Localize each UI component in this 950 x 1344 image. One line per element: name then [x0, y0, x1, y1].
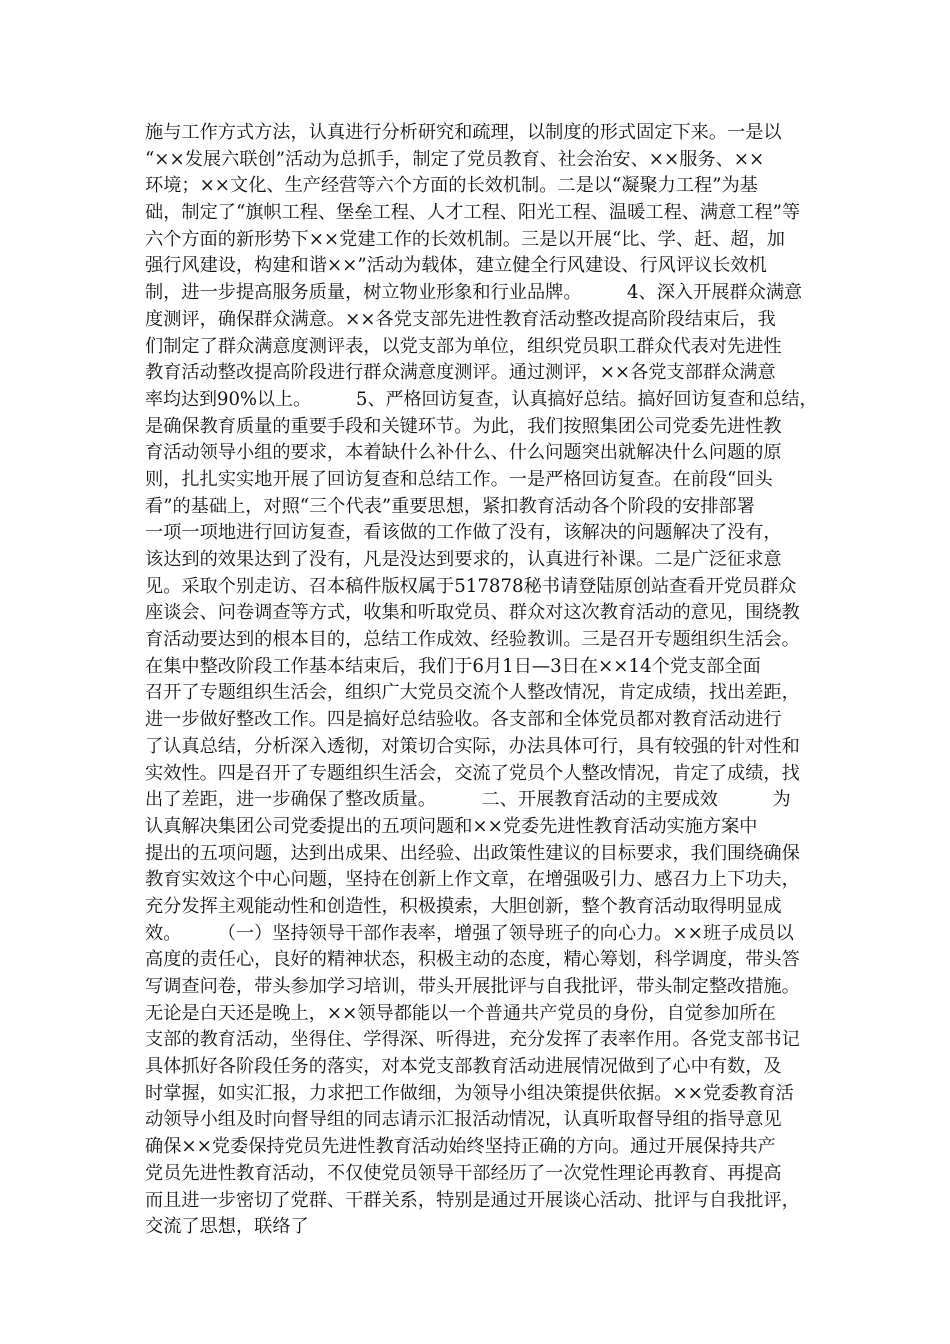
text-line: 教育实效这个中心问题，坚持在创新上作文章，在增强吸引力、感召力上下功夫， [145, 869, 800, 891]
text-line: 环境；××文化、生产经营等六个方面的长效机制。二是以“凝聚力工程”为基 [145, 175, 758, 197]
text-line: 召开了专题组织生活会，组织广大党员交流个人整改情况，肯定成绩，找出差距， [145, 682, 800, 704]
text-line: 充分发挥主观能动性和创造性，积极摸索，大胆创新，整个教育活动取得明显成 [145, 895, 782, 917]
text-line: 交流了思想，联络了 [145, 1216, 309, 1238]
text-line: 在集中整改阶段工作基本结束后，我们于6月1日—3日在××14个党支部全面 [145, 655, 761, 677]
text-line: 进一步做好整改工作。四是搞好总结验收。各支部和全体党员都对教育活动进行 [145, 709, 782, 731]
text-line: 六个方面的新形势下××党建工作的长效机制。三是以开展“比、学、赶、超，加 [145, 228, 785, 250]
text-line: 是确保教育质量的重要手段和关键环节。为此，我们按照集团公司党委先进性教 [145, 415, 782, 437]
text-line: 高度的责任心，良好的精神状态，积极主动的态度，精心筹划，科学调度，带头答 [145, 949, 800, 971]
text-line: 无论是白天还是晚上，××领导都能以一个普通共产党员的身份，自觉参加所在 [145, 1002, 776, 1024]
text-line: 党员先进性教育活动，不仅使党员领导干部经历了一次党性理论再教育、再提高 [145, 1162, 782, 1184]
text-line: 该达到的效果达到了没有，凡是没达到要求的，认真进行补课。二是广泛征求意 [145, 549, 782, 570]
text-line: 写调查问卷，带头参加学习培训，带头开展批评与自我批评，带头制定整改措施。 [145, 976, 800, 997]
text-line: 率均达到90%以上。 5、严格回访复查，认真搞好总结。搞好回访复查和总结， [145, 388, 818, 410]
text-line: 则，扎扎实实地开展了回访复查和总结工作。一是严格回访复查。在前段“回头 [145, 468, 773, 490]
text-line: 一项一项地进行回访复查，看该做的工作做了没有，该解决的问题解决了没有， [145, 522, 782, 544]
text-line: 制，进一步提高服务质量，树立物业形象和行业品牌。 4、深入开展群众满意 [145, 282, 803, 304]
text-line: 育活动领导小组的要求，本着缺什么补什么、什么问题突出就解决什么问题的原 [145, 442, 782, 464]
text-line: 动领导小组及时向督导组的同志请示汇报活动情况，认真听取督导组的指导意见 [145, 1109, 782, 1131]
text-line: 见。采取个别走访、召本稿件版权属于517878秘书请登陆原创站查看开党员群众 [145, 575, 797, 597]
text-line: 出了差距，进一步确保了整改质量。 二、开展教育活动的主要成效 为 [145, 789, 791, 811]
text-line: 座谈会、问卷调查等方式，收集和听取党员、群众对这次教育活动的意见，围绕教 [145, 602, 800, 624]
text-line: 提出的五项问题，达到出成果、出经验、出政策性建议的目标要求，我们围绕确保 [145, 842, 800, 864]
text-line: 具体抓好各阶段任务的落实，对本党支部教育活动进展情况做到了心中有数，及 [145, 1056, 782, 1078]
text-line: 实效性。四是召开了专题组织生活会，交流了党员个人整改情况，肯定了成绩，找 [145, 762, 800, 784]
text-line: 效。 （一）坚持领导干部作表率，增强了领导班子的向心力。××班子成员以 [145, 922, 794, 944]
text-line: 支部的教育活动，坐得住、学得深、听得进，充分发挥了表率作用。各党支部书记 [145, 1029, 800, 1051]
text-line: 度测评，确保群众满意。××各党支部先进性教育活动整改提高阶段结束后，我 [145, 308, 776, 330]
text-line: 了认真总结，分析深入透彻，对策切合实际，办法具体可行，具有较强的针对性和 [145, 735, 800, 757]
text-line: 时掌握，如实汇报，力求把工作做细，为领导小组决策提供依据。××党委教育活 [145, 1082, 794, 1104]
text-line: 确保××党委保持党员先进性教育活动始终坚持正确的方向。通过开展保持共产 [145, 1136, 776, 1158]
text-line: 而且进一步密切了党群、干群关系，特别是通过开展谈心活动、批评与自我批评， [145, 1189, 800, 1211]
text-line: 教育活动整改提高阶段进行群众满意度测评。通过测评，××各党支部群众满意 [145, 362, 776, 384]
text-line: 认真解决集团公司党委提出的五项问题和××党委先进性教育活动实施方案中 [145, 815, 758, 837]
text-line: 育活动要达到的根本目的，总结工作成效、经验教训。三是召开专题组织生活会。 [145, 629, 800, 651]
body-text [145, 120, 818, 1241]
text-line: 们制定了群众满意度测评表，以党支部为单位，组织党员职工群众代表对先进性 [145, 335, 782, 357]
text-line: “××发展六联创”活动为总抓手，制定了党员教育、社会治安、××服务、×× [145, 148, 765, 170]
text-line: 看”的基础上，对照“三个代表”重要思想，紧扣教育活动各个阶段的安排部署 [145, 495, 755, 517]
text-line: 础，制定了“旗帜工程、堡垒工程、人才工程、阳光工程、温暖工程、满意工程”等 [145, 202, 801, 224]
text-line: 强行风建设，构建和谐××”活动为载体，建立健全行风建设、行风评议长效机 [145, 255, 767, 277]
text-line: 施与工作方式方法，认真进行分析研究和疏理，以制度的形式固定下来。一是以 [145, 122, 782, 143]
